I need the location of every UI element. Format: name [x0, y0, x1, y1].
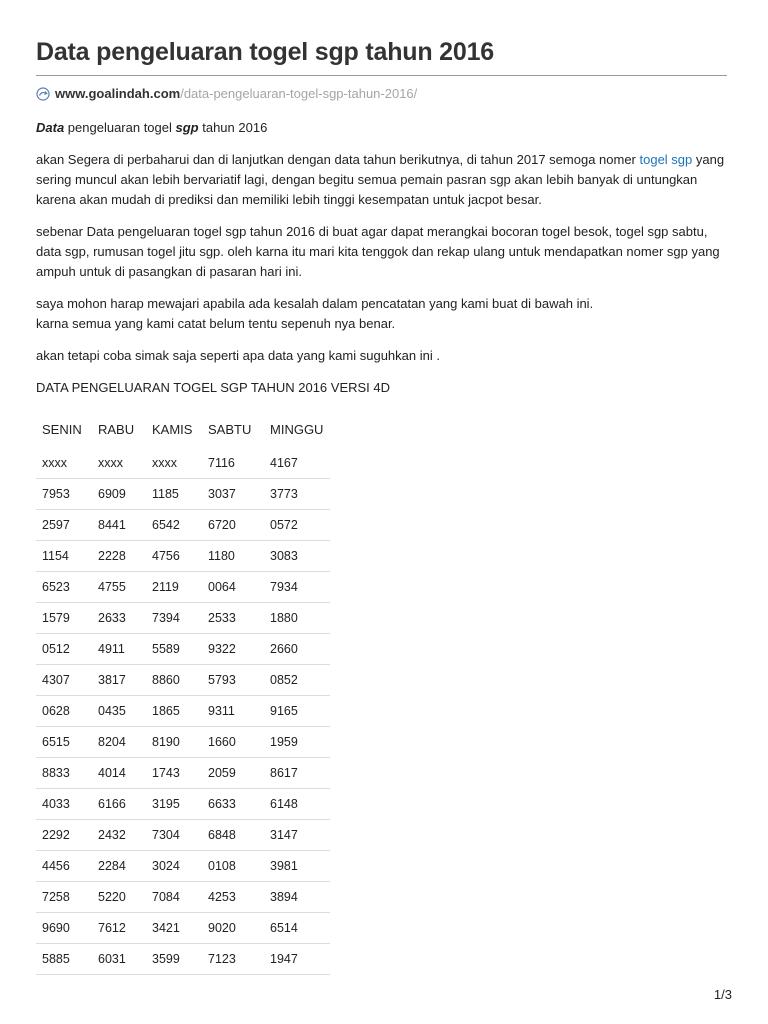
- table-heading: DATA PENGELUARAN TOGEL SGP TAHUN 2016 VERSI 4D: [36, 380, 391, 395]
- table-cell: 3894: [264, 882, 330, 913]
- table-body: [36, 448, 330, 975]
- table-cell: 7612: [92, 913, 146, 944]
- table-cell: 1947: [264, 944, 330, 975]
- table-cell: 9311: [202, 696, 264, 727]
- results-table: [36, 410, 330, 975]
- table-cell: 5220: [92, 882, 146, 913]
- table-cell: 2633: [92, 603, 146, 634]
- table-cell: 1180: [202, 541, 264, 572]
- table-cell: 8617: [264, 758, 330, 789]
- table-cell: 8190: [146, 727, 202, 758]
- table-cell: 6909: [92, 479, 146, 510]
- table-row: [36, 820, 330, 851]
- table-cell: 6542: [146, 510, 202, 541]
- table-cell: 6166: [92, 789, 146, 820]
- page-number: 1/3: [713, 987, 732, 1002]
- table-cell: 2533: [202, 603, 264, 634]
- table-cell: 2292: [36, 820, 92, 851]
- table-cell: 2597: [36, 510, 92, 541]
- table-cell: 3195: [146, 789, 202, 820]
- column-header-senin: SENIN: [42, 422, 82, 437]
- source-path-link[interactable]: /data-pengeluaran-togel-sgp-tahun-2016/: [180, 86, 418, 101]
- table-cell: 7084: [146, 882, 202, 913]
- table-row: [36, 541, 330, 572]
- table-cell: 2432: [92, 820, 146, 851]
- table-row: [36, 758, 330, 789]
- table-cell: 4911: [92, 634, 146, 665]
- table-row: [36, 603, 330, 634]
- table-cell: xxxx: [146, 448, 202, 479]
- table-cell: 3083: [264, 541, 330, 572]
- table-cell: 9165: [264, 696, 330, 727]
- table-cell: 7258: [36, 882, 92, 913]
- table-cell: 8204: [92, 727, 146, 758]
- intro-text-1: pengeluaran togel: [64, 120, 176, 135]
- disclaimer-line-2: karna semua yang kami catat belum tentu sepenuh nya benar.: [36, 316, 396, 331]
- paragraph-update-text-2: yang sering muncul akan lebih bervariatif lagi, dengan begitu semua pemain pasran sgp akan lebih banyak di untungkan karena akan mudah di prediksi dan memiliki lebih tinggi kesempatan untuk jacpot besar.: [36, 152, 725, 207]
- article-body: [36, 118, 727, 975]
- table-row: [36, 882, 330, 913]
- table-cell: 4456: [36, 851, 92, 882]
- table-cell: 3037: [202, 479, 264, 510]
- table-cell: 4755: [92, 572, 146, 603]
- table-cell: 0628: [36, 696, 92, 727]
- table-cell: 4756: [146, 541, 202, 572]
- table-cell: 1579: [36, 603, 92, 634]
- table-cell: 1185: [146, 479, 202, 510]
- paragraph-intro-table: akan tetapi coba simak saja seperti apa data yang kami suguhkan ini .: [36, 348, 440, 363]
- table-cell: 8441: [92, 510, 146, 541]
- table-cell: 0108: [202, 851, 264, 882]
- intro-bold-sgp: sgp: [175, 120, 199, 135]
- table-row: [36, 696, 330, 727]
- table-cell: 2660: [264, 634, 330, 665]
- intro-bold-data: Data: [36, 120, 65, 135]
- table-row: [36, 479, 330, 510]
- table-cell: 7934: [264, 572, 330, 603]
- table-cell: 5885: [36, 944, 92, 975]
- table-cell: 6633: [202, 789, 264, 820]
- table-cell: 7116: [202, 448, 264, 479]
- table-cell: xxxx: [36, 448, 92, 479]
- document-page: [36, 36, 727, 975]
- table-cell: 0435: [92, 696, 146, 727]
- table-cell: 7123: [202, 944, 264, 975]
- table-cell: 8833: [36, 758, 92, 789]
- table-cell: 4033: [36, 789, 92, 820]
- table-row: [36, 727, 330, 758]
- intro-line: [36, 118, 727, 138]
- table-cell: 9020: [202, 913, 264, 944]
- table-cell: 1154: [36, 541, 92, 572]
- table-row: [36, 851, 330, 882]
- table-cell: 3024: [146, 851, 202, 882]
- table-row: [36, 448, 330, 479]
- table-header-row: [36, 410, 330, 448]
- table-cell: 4014: [92, 758, 146, 789]
- paragraph-disclaimer: [36, 294, 727, 334]
- table-cell: 2059: [202, 758, 264, 789]
- table-cell: 2284: [92, 851, 146, 882]
- table-cell: 9690: [36, 913, 92, 944]
- table-cell: 6031: [92, 944, 146, 975]
- table-cell: 6848: [202, 820, 264, 851]
- table-row: [36, 572, 330, 603]
- table-cell: 8860: [146, 665, 202, 696]
- table-row: [36, 634, 330, 665]
- table-row: [36, 665, 330, 696]
- column-header-minggu: MINGGU: [270, 422, 324, 437]
- table-cell: 6515: [36, 727, 92, 758]
- table-cell: 3981: [264, 851, 330, 882]
- table-cell: 7394: [146, 603, 202, 634]
- paragraph-update: [36, 150, 727, 210]
- table-cell: 1743: [146, 758, 202, 789]
- table-cell: 0572: [264, 510, 330, 541]
- paragraph-purpose: sebenar Data pengeluaran togel sgp tahun 2016 di buat agar dapat merangkai bocoran togel besok, togel sgp sabtu, data sgp, rumusan togel jitu sgp. oleh karna itu mari kita tenggok dan rekap ulang untuk mendapatkan nomer sgp yang ampuh untuk di pasangkan di pasaran hari ini.: [36, 224, 720, 279]
- column-header-rabu: RABU: [98, 422, 135, 437]
- table-cell: 0512: [36, 634, 92, 665]
- table-cell: 3421: [146, 913, 202, 944]
- table-cell: 4253: [202, 882, 264, 913]
- table-cell: 6720: [202, 510, 264, 541]
- page-title: Data pengeluaran togel sgp tahun 2016: [36, 38, 494, 66]
- table-row: [36, 913, 330, 944]
- table-row: [36, 944, 330, 975]
- table-cell: 0852: [264, 665, 330, 696]
- table-cell: 6148: [264, 789, 330, 820]
- source-line: [36, 86, 727, 102]
- table-cell: 7304: [146, 820, 202, 851]
- table-cell: 1959: [264, 727, 330, 758]
- table-cell: 1865: [146, 696, 202, 727]
- table-cell: 3147: [264, 820, 330, 851]
- table-row: [36, 510, 330, 541]
- table-cell: 2228: [92, 541, 146, 572]
- table-cell: 1660: [202, 727, 264, 758]
- disclaimer-line-1: saya mohon harap mewajari apabila ada kesalah dalam pencatatan yang kami buat di bawah ini.: [36, 296, 594, 311]
- intro-text-2: tahun 2016: [198, 120, 268, 135]
- title-divider: [36, 75, 727, 76]
- source-domain-link[interactable]: www.goalindah.com: [55, 86, 181, 101]
- column-header-kamis: KAMIS: [152, 422, 193, 437]
- table-cell: 5793: [202, 665, 264, 696]
- table-cell: 7953: [36, 479, 92, 510]
- table-cell: 4167: [264, 448, 330, 479]
- table-cell: 9322: [202, 634, 264, 665]
- table-cell: 3773: [264, 479, 330, 510]
- table-cell: 0064: [202, 572, 264, 603]
- table-cell: xxxx: [92, 448, 146, 479]
- togel-sgp-link[interactable]: togel sgp: [639, 152, 693, 167]
- table-cell: 3599: [146, 944, 202, 975]
- table-cell: 6514: [264, 913, 330, 944]
- column-header-sabtu: SABTU: [208, 422, 252, 437]
- table-cell: 2119: [146, 572, 202, 603]
- table-cell: 3817: [92, 665, 146, 696]
- table-row: [36, 789, 330, 820]
- paragraph-update-text: akan Segera di perbaharui dan di lanjutkan dengan data tahun berikutnya, di tahun 2017 semoga nomer: [36, 152, 640, 167]
- table-cell: 4307: [36, 665, 92, 696]
- link-globe-icon: [36, 87, 50, 101]
- table-cell: 5589: [146, 634, 202, 665]
- table-cell: 1880: [264, 603, 330, 634]
- table-cell: 6523: [36, 572, 92, 603]
